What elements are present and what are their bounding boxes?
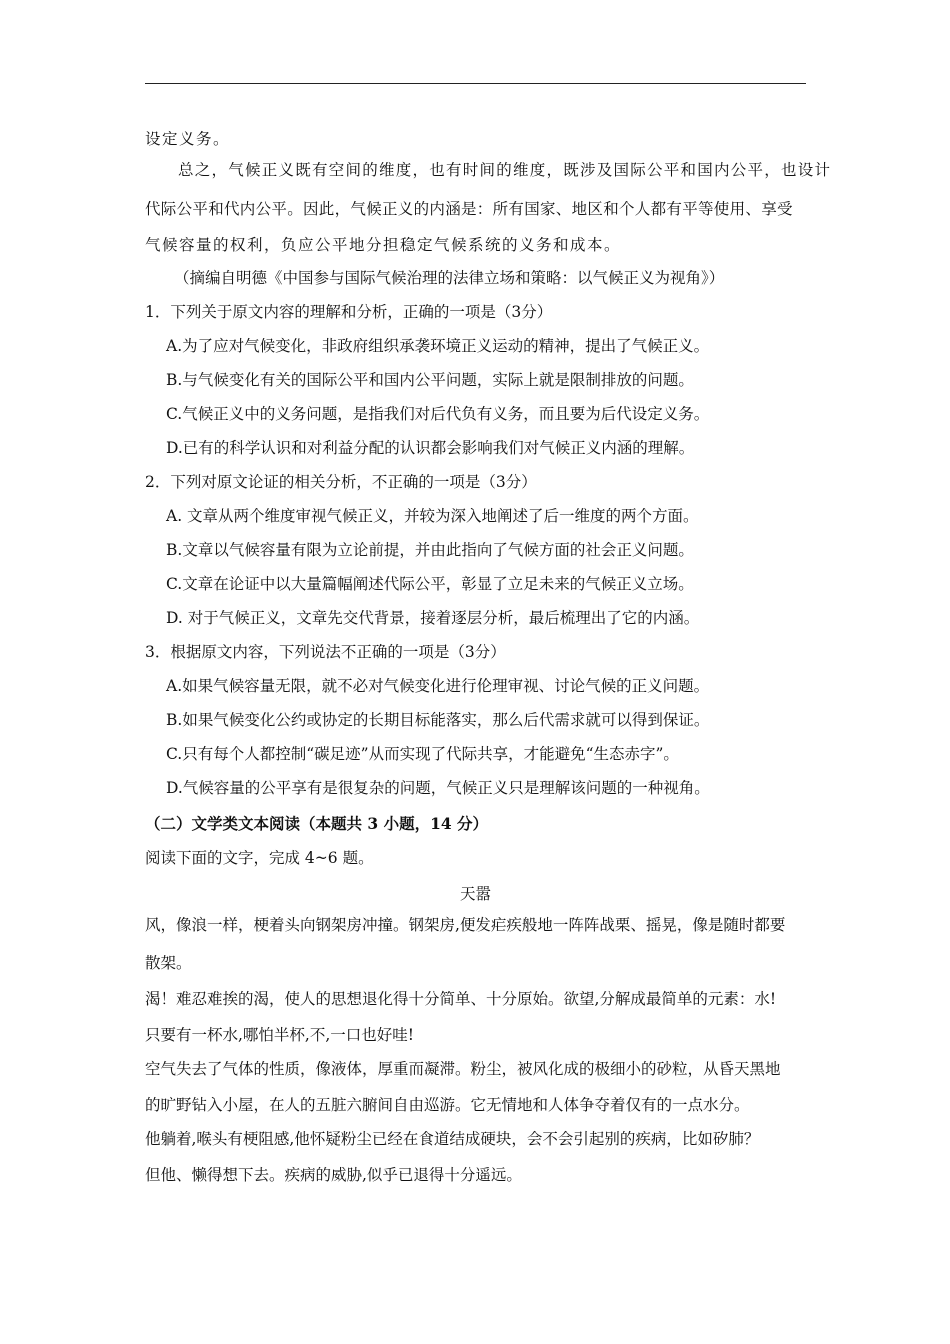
question-option: A. 文章从两个维度审视气候正义，并较为深入地阐述了后一维度的两个方面。 [166, 507, 699, 525]
question-stem: 3．根据原文内容，下列说法不正确的一项是（3分） [145, 643, 506, 661]
story-line: 只要有一杯水,哪怕半杯,不,一口也好哇! [145, 1026, 415, 1044]
story-line: 散架。 [145, 954, 192, 972]
question-option: C.只有每个人都控制“碳足迹”从而实现了代际共享，才能避免“生态赤字”。 [166, 745, 679, 763]
story-line: 空气失去了气体的性质，像液体，厚重而凝滞。粉尘，被风化成的极细小的砂粒，从昏天黑地 [145, 1060, 781, 1078]
question-option: A.如果气候容量无限，就不必对气候变化进行伦理审视、讨论气候的正义问题。 [166, 677, 710, 695]
paragraph-line: 代际公平和代内公平。因此，气候正义的内涵是：所有国家、地区和个人都有平等使用、享受 [145, 200, 793, 218]
question-option: D.气候容量的公平享有是很复杂的问题，气候正义只是理解该问题的一种视角。 [166, 779, 710, 797]
question-stem: 1．下列关于原文内容的理解和分析，正确的一项是（3分） [145, 303, 553, 321]
paragraph-line: 气候容量的权利，负应公平地分担稳定气候系统的义务和成本。 [145, 236, 622, 254]
question-option: B.如果气候变化公约或协定的长期目标能落实，那么后代需求就可以得到保证。 [166, 711, 710, 729]
header-rule [145, 83, 806, 84]
question-option: A.为了应对气候变化，非政府组织承袭环境正义运动的精神，提出了气候正义。 [166, 337, 710, 355]
story-line: 但他、懒得想下去。疾病的威胁,似乎已退得十分遥远。 [145, 1166, 522, 1184]
question-stem: 2．下列对原文论证的相关分析，不正确的一项是（3分） [145, 473, 537, 491]
story-line: 他躺着,喉头有梗阻感,他怀疑粉尘已经在食道结成硬块，会不会引起别的疾病，比如矽肺？ [145, 1130, 760, 1148]
question-option: B.与气候变化有关的国际公平和国内公平问题，实际上就是限制排放的问题。 [166, 371, 694, 389]
instruction-text: 阅读下面的文字，完成 4~6 题。 [145, 849, 374, 867]
question-option: D. 对于气候正义，文章先交代背景，接着逐层分析，最后梳理出了它的内涵。 [166, 609, 700, 627]
story-line: 风，像浪一样，梗着头向钢架房冲撞。钢架房,便发疟疾般地一阵阵战栗、摇晃，像是随时都要 [145, 916, 786, 934]
question-option: C.文章在论证中以大量篇幅阐述代际公平，彰显了立足未来的气候正义立场。 [166, 575, 694, 593]
paragraph-line: 总之，气候正义既有空间的维度，也有时间的维度，既涉及国际公平和国内公平，也设计 [178, 161, 832, 179]
source-citation: （摘编自明德《中国参与国际气候治理的法律立场和策略：以气候正义为视角》） [174, 269, 725, 287]
story-title: 天嚣 [459, 885, 491, 903]
paragraph-line: 设定义务。 [145, 130, 231, 148]
question-option: B.文章以气候容量有限为立论前提，并由此指向了气候方面的社会正义问题。 [166, 541, 694, 559]
question-option: C.气候正义中的义务问题，是指我们对后代负有义务，而且要为后代设定义务。 [166, 405, 710, 423]
section-heading: （二）文学类文本阅读（本题共 3 小题，14 分） [145, 814, 489, 833]
story-line: 渴！难忍难挨的渴，使人的思想退化得十分简单、十分原始。欲望,分解成最简单的元素：水! [145, 990, 777, 1008]
question-option: D.已有的科学认识和对利益分配的认识都会影响我们对气候正义内涵的理解。 [166, 439, 695, 457]
story-line: 的旷野钻入小屋，在人的五脏六腑间自由巡游。它无情地和人体争夺着仅有的一点水分。 [145, 1096, 750, 1114]
